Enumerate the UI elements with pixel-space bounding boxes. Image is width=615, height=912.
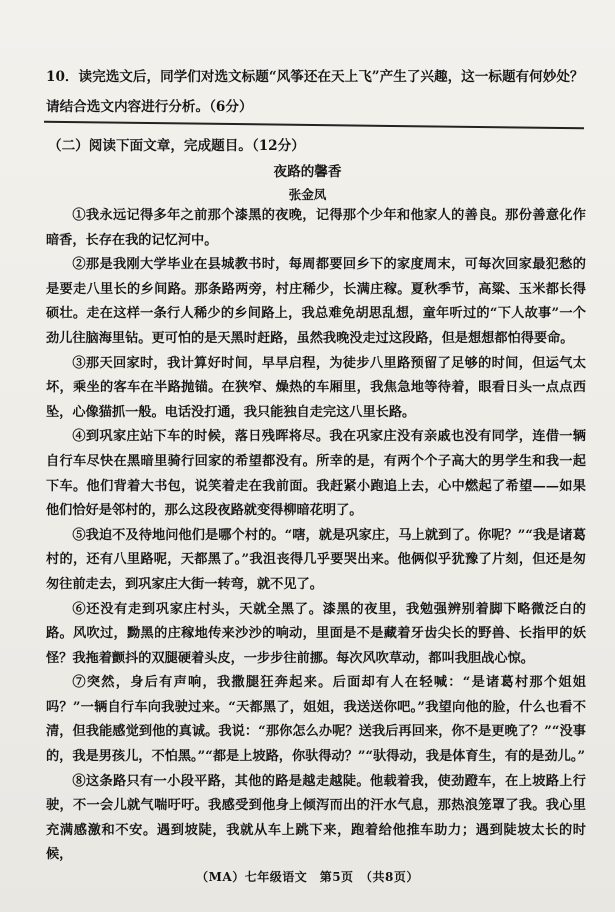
paragraph-1: ①我永远记得多年之前那个漆黑的夜晚，记得那个少年和他家人的善良。那份善意化作暗香，长存在我的记忆河中。: [46, 208, 586, 248]
paragraph-3: ③那天回家时，我计算好时间，早早启程，为徒步八里路预留了足够的时间，但运气太坏，乘坐的客车在半路抛锚。在狭窄、燥热的车厢里，我焦急地等待着，眼看日头一点点西坠，心像猫抓一般。电话没打通，我只能独自走完这八里长路。: [46, 355, 586, 420]
page-footer: （MA）七年级语文 第5页 （共8页）: [196, 870, 419, 884]
article-body: [46, 204, 586, 868]
paragraph-7: ⑦突然，身后有声响，我撒腿狂奔起来。后面却有人在轻喊：“是诸葛村那个姐姐吗？”一辆自行车向我驶过来。“天都黑了，姐姐，我送送你吧。”我望向他的脸，什么也看不清，但我能感觉到他的真诚。我说：“那你怎么办呢？送我后再回来，你不是更晚了？”“没事的，我是男孩儿，不怕黑。”“都是上坡路，你驮得动？”“驮得动，我是体育生，有的是劲儿。”: [46, 675, 586, 765]
paragraph-2: ②那是我刚大学毕业在县城教书时，每周都要回乡下的家度周末，可每次回家最犯愁的是要走八里长的乡间路。那条路两旁，村庄稀少，长满庄稼。夏秋季节，高粱、玉米都长得硕壮。走在这样一条行人稀少的乡间路上，我总难免胡思乱想，童年听过的“下人故事”一个劲儿往脑海里钻。更可怕的是天黑时赶路，虽然我晚没走过这段路，但是想想都怕得要命。: [46, 257, 586, 346]
article-title: 夜路的馨香: [273, 164, 342, 180]
section-heading: （二）阅读下面文章，完成题目。（12分）: [48, 138, 305, 154]
question-10: 10．读完选文后，同学们对选文标题“风筝还在天上飞”产生了兴趣，这一标题有何妙处？请结合选文内容进行分析。（6分）: [46, 69, 584, 115]
paragraph-6: ⑥还没有走到巩家庄村头，天就全黑了。漆黑的夜里，我勉强辨别着脚下略微泛白的路。风吹过，黝黑的庄稼地传来沙沙的响动，里面是不是藏着牙齿尖长的野兽、长指甲的妖怪？我拖着颤抖的双腿硬着头皮，一步步往前挪。每次风吹草动，都叫我胆战心惊。: [46, 601, 586, 666]
paragraph-5: ⑤我迫不及待地问他们是哪个村的。“嗐，就是巩家庄，马上就到了。你呢？”“我是诸葛村的，还有八里路呢，天都黑了。”我沮丧得几乎要哭出来。他俩似乎犹豫了片刻，但还是匆匆往前走去，到巩家庄大街一转弯，就不见了。: [46, 527, 586, 592]
paragraph-8: ⑧这条路只有一小段平路，其他的路是越走越陡。他载着我，使劲蹬车，在上坡路上行驶，不一会儿就气喘吁吁。我感受到他身上倾泻而出的汗水气息，那热浪笼罩了我。我心里充满感激和不安。遇到坡陡，我就从车上跳下来，跑着给他推车助力；遇到陡坡太长的时候，: [46, 773, 586, 863]
article-author: 张金凤: [288, 187, 327, 202]
paragraph-4: ④到巩家庄站下车的时候，落日残晖将尽。我在巩家庄没有亲戚也没有同学，连借一辆自行车尽快在黑暗里骑行回家的希望都没有。所幸的是，有两个个子高大的男学生和我一起下车。他们背着大书包，说笑着走在我前面。我赶紧小跑追上去，心中燃起了希望——如果他们恰好是邻村的，那么这段夜路就变得柳暗花明了。: [46, 429, 586, 519]
